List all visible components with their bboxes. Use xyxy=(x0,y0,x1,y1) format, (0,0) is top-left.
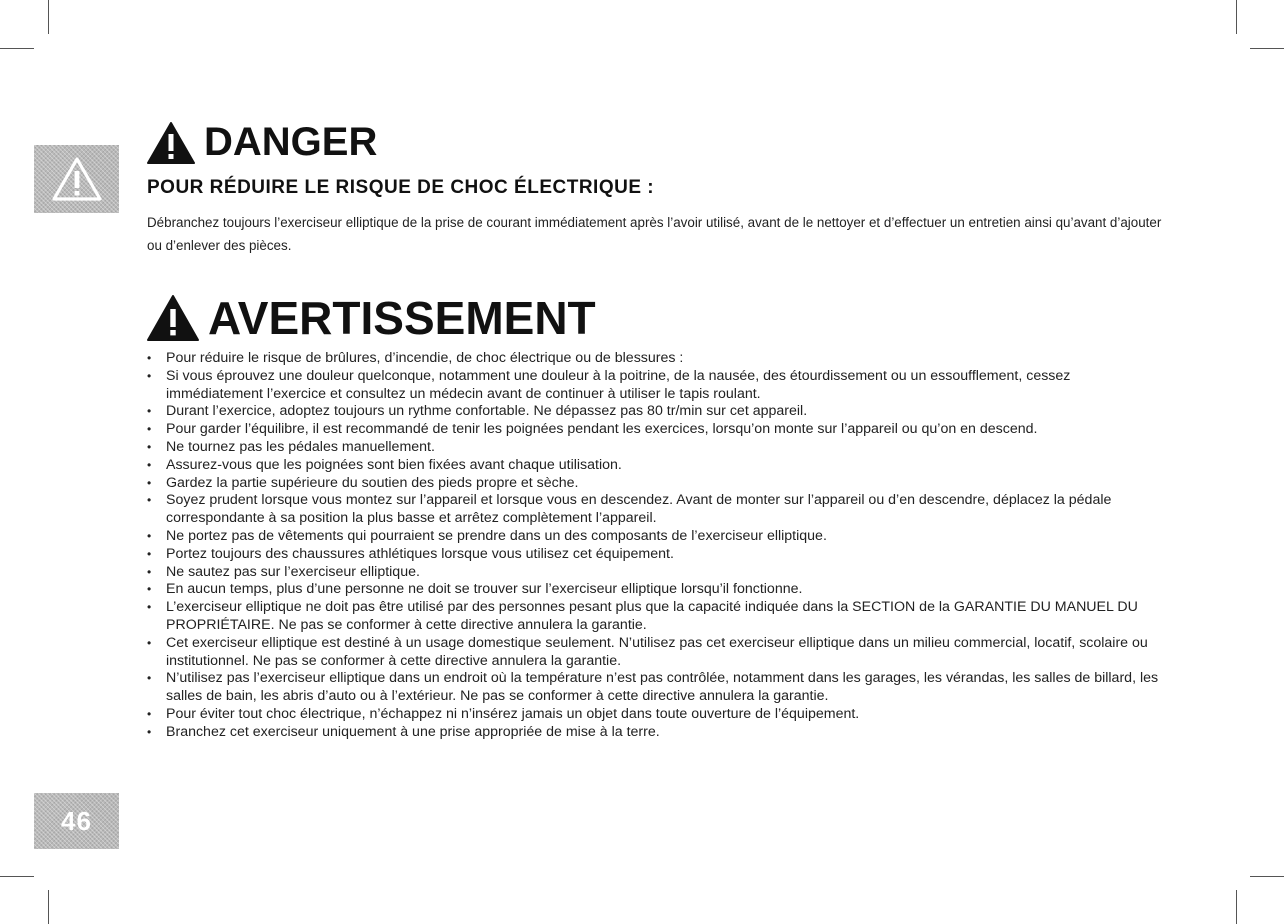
crop-mark xyxy=(0,48,34,49)
list-item: • Ne tournez pas les pédales manuellement. xyxy=(146,439,1166,457)
danger-title: DANGER xyxy=(204,120,378,164)
crop-mark xyxy=(1250,876,1284,877)
warning-triangle-icon xyxy=(146,121,196,165)
list-item: • Durant l’exercice, adoptez toujours un rythme confortable. Ne dépassez pas 80 tr/min sur cet appareil. xyxy=(146,403,1166,421)
danger-heading xyxy=(146,120,377,165)
avertissement-title: AVERTISSEMENT xyxy=(208,292,596,344)
list-item: • En aucun temps, plus d’une personne ne doit se trouver sur l’exerciseur elliptique lorsqu’il fonctionne. xyxy=(146,581,1166,599)
warning-tab xyxy=(34,145,119,213)
list-item: • Assurez-vous que les poignées sont bien fixées avant chaque utilisation. xyxy=(146,457,1166,475)
warning-list xyxy=(146,350,1166,742)
list-item: • Pour éviter tout choc électrique, n’échappez ni n’insérez jamais un objet dans toute ouverture de l’équipement. xyxy=(146,706,1166,724)
crop-mark xyxy=(1250,48,1284,49)
list-item: • Pour réduire le risque de brûlures, d’incendie, de choc électrique ou de blessures : xyxy=(146,350,1166,368)
page-number-tab xyxy=(34,793,119,849)
warning-triangle-icon xyxy=(51,156,103,202)
list-item: • Soyez prudent lorsque vous montez sur l’appareil et lorsque vous en descendez. Avant de monter sur l’appareil ou d’en descendre, déplacez la pédale correspondante à sa position la plus basse et arrêtez complètement l’appareil. xyxy=(146,492,1166,528)
avertissement-heading xyxy=(146,291,596,345)
crop-mark xyxy=(0,876,34,877)
list-item: • Gardez la partie supérieure du soutien des pieds propre et sèche. xyxy=(146,475,1166,493)
list-item: • Cet exerciseur elliptique est destiné à un usage domestique seulement. N’utilisez pas cet exerciseur elliptique dans un milieu commercial, locatif, scolaire ou institutionnel. Ne pas se conformer à cette directive annulera la garantie. xyxy=(146,635,1166,671)
list-item: • Pour garder l’équilibre, il est recommandé de tenir les poignées pendant les exercices, lorsqu’on monte sur l’appareil ou qu’on en descend. xyxy=(146,421,1166,439)
crop-mark xyxy=(1236,0,1237,34)
page-number: 46 xyxy=(61,805,92,836)
crop-mark xyxy=(48,890,49,924)
warning-triangle-icon xyxy=(146,294,200,342)
list-item: • Si vous éprouvez une douleur quelconque, notamment une douleur à la poitrine, de la nausée, des étourdissement ou un essoufflement, cessez immédiatement l’exercice et consultez un médecin avant de continuer à utiliser le tapis roulant. xyxy=(146,368,1166,404)
danger-body-text: Débranchez toujours l’exerciseur elliptique de la prise de courant immédiatement après l’avoir utilisé, avant de le nettoyer et d’effectuer un entretien ainsi qu’avant d’ajouter ou d’enlever des pièces. xyxy=(147,215,1162,253)
crop-mark xyxy=(1236,890,1237,924)
danger-subheading: POUR RÉDUIRE LE RISQUE DE CHOC ÉLECTRIQUE : xyxy=(147,177,655,198)
list-item: • Ne sautez pas sur l’exerciseur elliptique. xyxy=(146,564,1166,582)
list-item: • Branchez cet exerciseur uniquement à une prise appropriée de mise à la terre. xyxy=(146,724,1166,742)
list-item: • Ne portez pas de vêtements qui pourraient se prendre dans un des composants de l’exerciseur elliptique. xyxy=(146,528,1166,546)
crop-mark xyxy=(48,0,49,34)
list-item: • Portez toujours des chaussures athlétiques lorsque vous utilisez cet équipement. xyxy=(146,546,1166,564)
list-item: • L’exerciseur elliptique ne doit pas être utilisé par des personnes pesant plus que la capacité indiquée dans la SECTION de la GARANTIE DU MANUEL DU PROPRIÉTAIRE. Ne pas se conformer à cette directive annulera la garantie. xyxy=(146,599,1166,635)
list-item: • N’utilisez pas l’exerciseur elliptique dans un endroit où la température n’est pas contrôlée, notamment dans les garages, les vérandas, les salles de billard, les salles de bain, les abris d’auto ou à l’extérieur. Ne pas se conformer à cette directive annulera la garantie. xyxy=(146,670,1166,706)
